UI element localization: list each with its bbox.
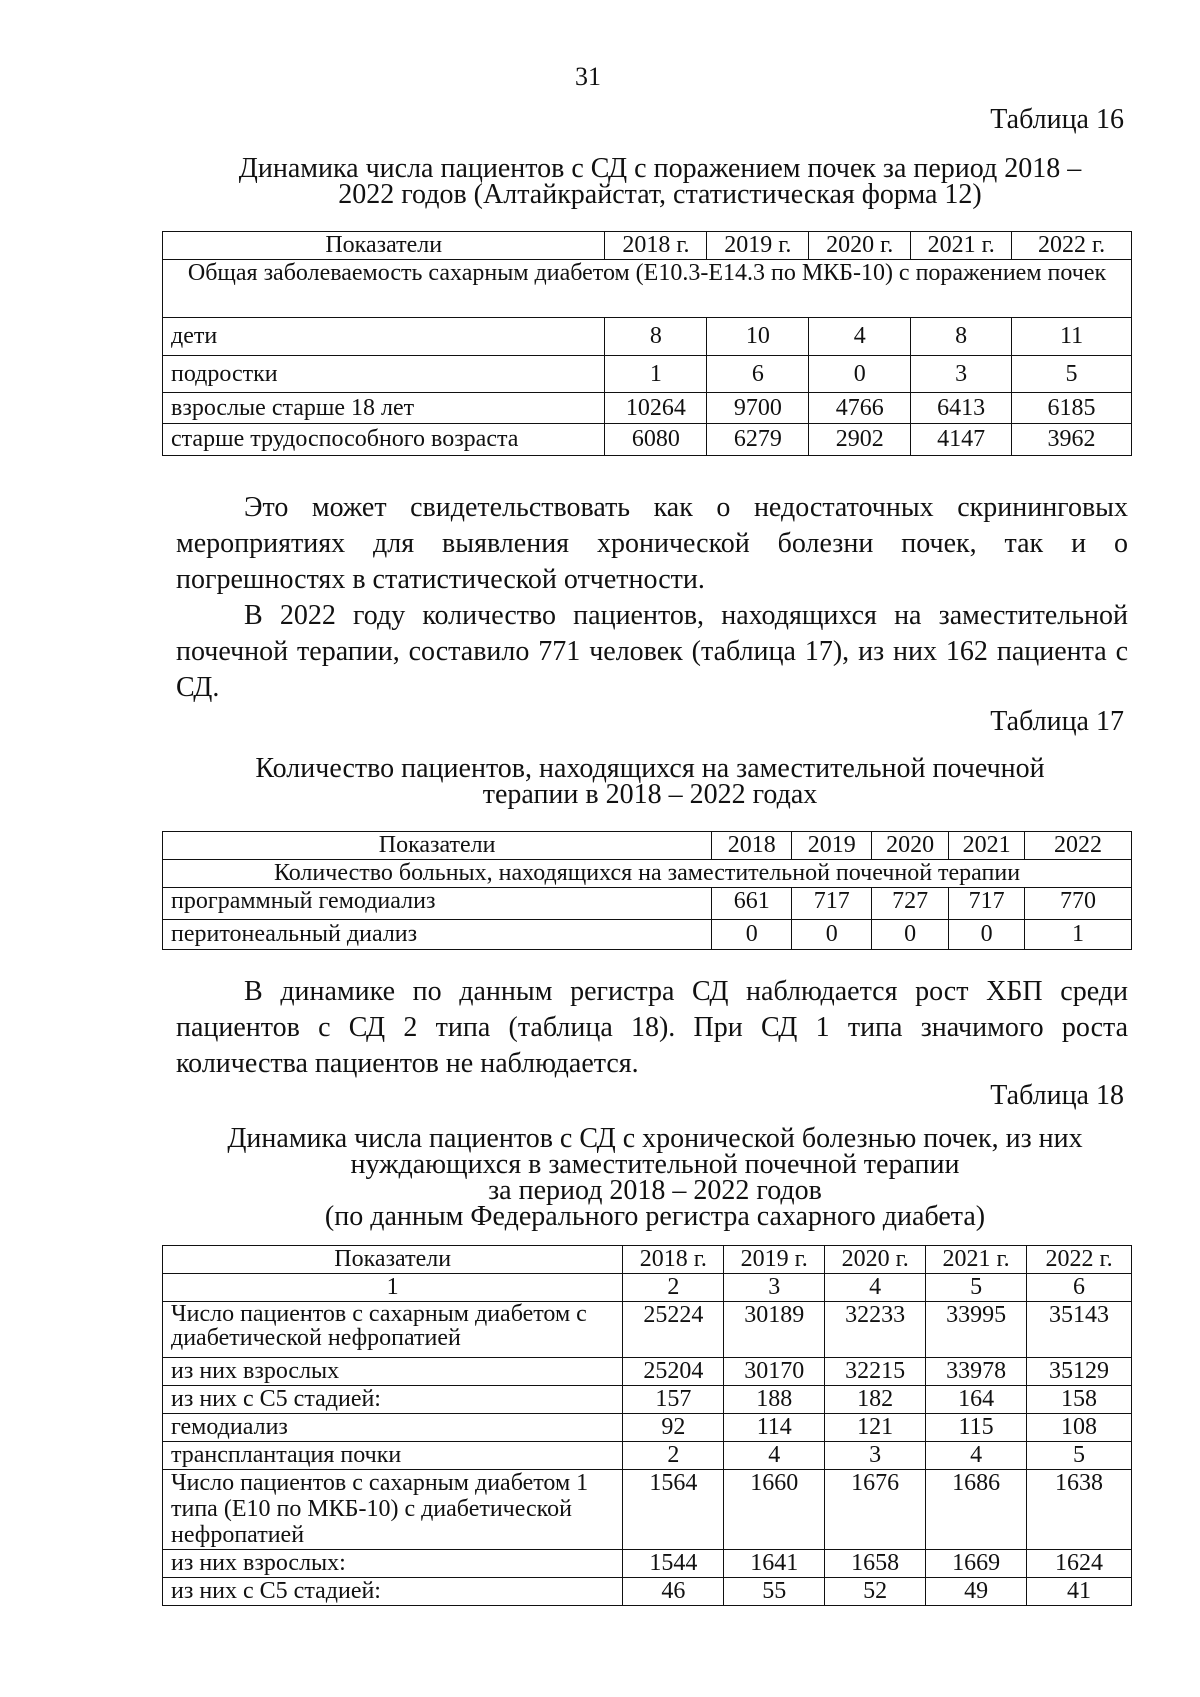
table18-header: 2021 г. — [926, 1246, 1027, 1274]
cell-value: 32215 — [825, 1358, 926, 1386]
row-label: Число пациентов с сахарным диабетом с диабетической нефропатией — [163, 1302, 623, 1358]
table16-header: Показатели — [163, 232, 605, 260]
table16-header: 2021 г. — [911, 232, 1012, 260]
row-label: Число пациентов с сахарным диабетом 1 типа (Е10 по МКБ-10) с диабетической нефропатией — [163, 1470, 623, 1550]
table-row — [163, 1442, 1132, 1470]
row-label: гемодиализ — [163, 1414, 623, 1442]
cell-value: 5 — [1027, 1442, 1132, 1470]
cell-value: 1 — [1025, 920, 1132, 950]
row-label: старше трудоспособного возраста — [163, 424, 605, 456]
cell-value: 4766 — [809, 393, 911, 424]
cell-value: 8 — [605, 318, 707, 356]
cell-value: 157 — [623, 1386, 724, 1414]
cell-value: 35143 — [1027, 1302, 1132, 1358]
cell-value: 32233 — [825, 1302, 926, 1358]
cell-value: 3 — [825, 1442, 926, 1470]
table17-caption-line1: Количество пациентов, находящихся на заместительной почечной — [255, 753, 1045, 784]
table16-header: 2020 г. — [809, 232, 911, 260]
cell-value: 4 — [809, 318, 911, 356]
cell-value: 158 — [1027, 1386, 1132, 1414]
cell-value: 6080 — [605, 424, 707, 456]
cell-value: 0 — [872, 920, 949, 950]
cell-value: 770 — [1025, 888, 1132, 920]
cell-value: 30189 — [724, 1302, 825, 1358]
column-number: 6 — [1027, 1274, 1132, 1302]
table-row — [163, 424, 1132, 456]
table18 — [162, 1245, 1132, 1606]
table18-caption-line1: Динамика числа пациентов с СД с хронической болезнью почек, из них — [227, 1123, 1083, 1154]
row-label: программный гемодиализ — [163, 888, 712, 920]
cell-value: 55 — [724, 1578, 825, 1606]
table17-section-row — [163, 860, 1132, 888]
table18-header: 2020 г. — [825, 1246, 926, 1274]
cell-value: 9700 — [707, 393, 809, 424]
table18-header: Показатели — [163, 1246, 623, 1274]
table18-caption — [200, 1123, 1110, 1232]
table18-header-row — [163, 1246, 1132, 1274]
paragraph-1: Это может свидетельствовать как о недостаточных скрининговых мероприятиях для выявления хронической болезни почек, так и о погрешностях в статистической отчетности. — [176, 492, 1128, 595]
cell-value: 114 — [724, 1414, 825, 1442]
cell-value: 30170 — [724, 1358, 825, 1386]
cell-value: 11 — [1012, 318, 1132, 356]
cell-value: 1676 — [825, 1470, 926, 1550]
cell-value: 6279 — [707, 424, 809, 456]
table16-caption-line1: Динамика числа пациентов с СД с поражением почек за период 2018 – — [238, 153, 1082, 184]
table-row — [163, 1302, 1132, 1358]
table-row — [163, 1386, 1132, 1414]
cell-value: 49 — [926, 1578, 1027, 1606]
table17-header: Показатели — [163, 832, 712, 860]
table-row — [163, 393, 1132, 424]
cell-value: 52 — [825, 1578, 926, 1606]
table-row — [163, 1414, 1132, 1442]
cell-value: 41 — [1027, 1578, 1132, 1606]
cell-value: 6413 — [911, 393, 1012, 424]
cell-value: 4147 — [911, 424, 1012, 456]
cell-value: 164 — [926, 1386, 1027, 1414]
table17-caption-line2: терапии в 2018 – 2022 годах — [482, 779, 818, 810]
column-number: 2 — [623, 1274, 724, 1302]
cell-value: 1658 — [825, 1550, 926, 1578]
row-label: дети — [163, 318, 605, 356]
cell-value: 1638 — [1027, 1470, 1132, 1550]
table-row — [163, 1550, 1132, 1578]
cell-value: 5 — [1012, 356, 1132, 393]
cell-value: 121 — [825, 1414, 926, 1442]
cell-value: 1 — [605, 356, 707, 393]
cell-value: 35129 — [1027, 1358, 1132, 1386]
table-row — [163, 318, 1132, 356]
cell-value: 0 — [809, 356, 911, 393]
row-label: взрослые старше 18 лет — [163, 393, 605, 424]
page-number: 31 — [575, 62, 601, 91]
cell-value: 108 — [1027, 1414, 1132, 1442]
column-number: 3 — [724, 1274, 825, 1302]
table17-header: 2019 — [792, 832, 872, 860]
cell-value: 661 — [712, 888, 792, 920]
table17 — [162, 831, 1132, 950]
table17-label: Таблица 17 — [990, 706, 1124, 737]
cell-value: 182 — [825, 1386, 926, 1414]
table18-header: 2022 г. — [1027, 1246, 1132, 1274]
cell-value: 6 — [707, 356, 809, 393]
table-row — [163, 1578, 1132, 1606]
cell-value: 1686 — [926, 1470, 1027, 1550]
cell-value: 1564 — [623, 1470, 724, 1550]
cell-value: 46 — [623, 1578, 724, 1606]
table18-caption-line3: за период 2018 – 2022 годов — [488, 1175, 822, 1206]
cell-value: 1544 — [623, 1550, 724, 1578]
cell-value: 115 — [926, 1414, 1027, 1442]
cell-value: 1669 — [926, 1550, 1027, 1578]
table16-caption — [160, 153, 1160, 210]
cell-value: 188 — [724, 1386, 825, 1414]
table17-header: 2018 — [712, 832, 792, 860]
cell-value: 727 — [872, 888, 949, 920]
cell-value: 4 — [724, 1442, 825, 1470]
cell-value: 25204 — [623, 1358, 724, 1386]
column-number: 4 — [825, 1274, 926, 1302]
row-label: из них с С5 стадией: — [163, 1578, 623, 1606]
cell-value: 0 — [949, 920, 1025, 950]
cell-value: 10 — [707, 318, 809, 356]
table-row — [163, 1358, 1132, 1386]
row-label: из них взрослых: — [163, 1550, 623, 1578]
table16-header: 2022 г. — [1012, 232, 1132, 260]
table16-header: 2019 г. — [707, 232, 809, 260]
table17-header-row — [163, 832, 1132, 860]
table16-label: Таблица 16 — [990, 104, 1124, 135]
cell-value: 2 — [623, 1442, 724, 1470]
cell-value: 0 — [792, 920, 872, 950]
cell-value: 25224 — [623, 1302, 724, 1358]
table16 — [162, 231, 1132, 456]
cell-value: 0 — [712, 920, 792, 950]
paragraph-2: В 2022 году количество пациентов, находящихся на заместительной почечной терапии, составило 771 человек (таблица 17), из них 162 пациента с СД. — [176, 600, 1128, 703]
row-label: перитонеальный диализ — [163, 920, 712, 950]
row-label: подростки — [163, 356, 605, 393]
row-label: трансплантация почки — [163, 1442, 623, 1470]
cell-value: 33978 — [926, 1358, 1027, 1386]
table17-header: 2021 — [949, 832, 1025, 860]
cell-value: 717 — [949, 888, 1025, 920]
table18-label: Таблица 18 — [990, 1080, 1124, 1111]
table17-header: 2022 — [1025, 832, 1132, 860]
table16-header: 2018 г. — [605, 232, 707, 260]
table18-header: 2018 г. — [623, 1246, 724, 1274]
cell-value: 4 — [926, 1442, 1027, 1470]
cell-value: 8 — [911, 318, 1012, 356]
column-number: 5 — [926, 1274, 1027, 1302]
table-row — [163, 356, 1132, 393]
table16-section: Общая заболеваемость сахарным диабетом (Е10.3-Е14.3 по МКБ-10) с поражением почек — [163, 260, 1132, 318]
cell-value: 3 — [911, 356, 1012, 393]
cell-value: 1660 — [724, 1470, 825, 1550]
table18-header: 2019 г. — [724, 1246, 825, 1274]
table-row — [163, 1470, 1132, 1550]
row-label: из них с С5 стадией: — [163, 1386, 623, 1414]
cell-value: 33995 — [926, 1302, 1027, 1358]
table16-section-row — [163, 260, 1132, 318]
table16-caption-line2: 2022 годов (Алтайкрайстат, статистическая форма 12) — [338, 179, 982, 210]
cell-value: 2902 — [809, 424, 911, 456]
table17-section: Количество больных, находящихся на заместительной почечной терапии — [163, 860, 1132, 888]
paragraph-3: В динамике по данным регистра СД наблюдается рост ХБП среди пациентов с СД 2 типа (таблица 18). При СД 1 типа значимого роста количества пациентов не наблюдается. — [176, 976, 1128, 1079]
row-label: из них взрослых — [163, 1358, 623, 1386]
table18-caption-line4: (по данным Федерального регистра сахарного диабета) — [324, 1201, 986, 1232]
cell-value: 10264 — [605, 393, 707, 424]
cell-value: 92 — [623, 1414, 724, 1442]
table17-caption — [190, 753, 1110, 810]
table17-header: 2020 — [872, 832, 949, 860]
table18-caption-line2: нуждающихся в заместительной почечной терапии — [350, 1149, 960, 1180]
column-number: 1 — [163, 1274, 623, 1302]
cell-value: 3962 — [1012, 424, 1132, 456]
table16-header-row — [163, 232, 1132, 260]
table-row — [163, 888, 1132, 920]
table18-number-row — [163, 1274, 1132, 1302]
cell-value: 1641 — [724, 1550, 825, 1578]
table-row — [163, 920, 1132, 950]
cell-value: 717 — [792, 888, 872, 920]
cell-value: 1624 — [1027, 1550, 1132, 1578]
cell-value: 6185 — [1012, 393, 1132, 424]
